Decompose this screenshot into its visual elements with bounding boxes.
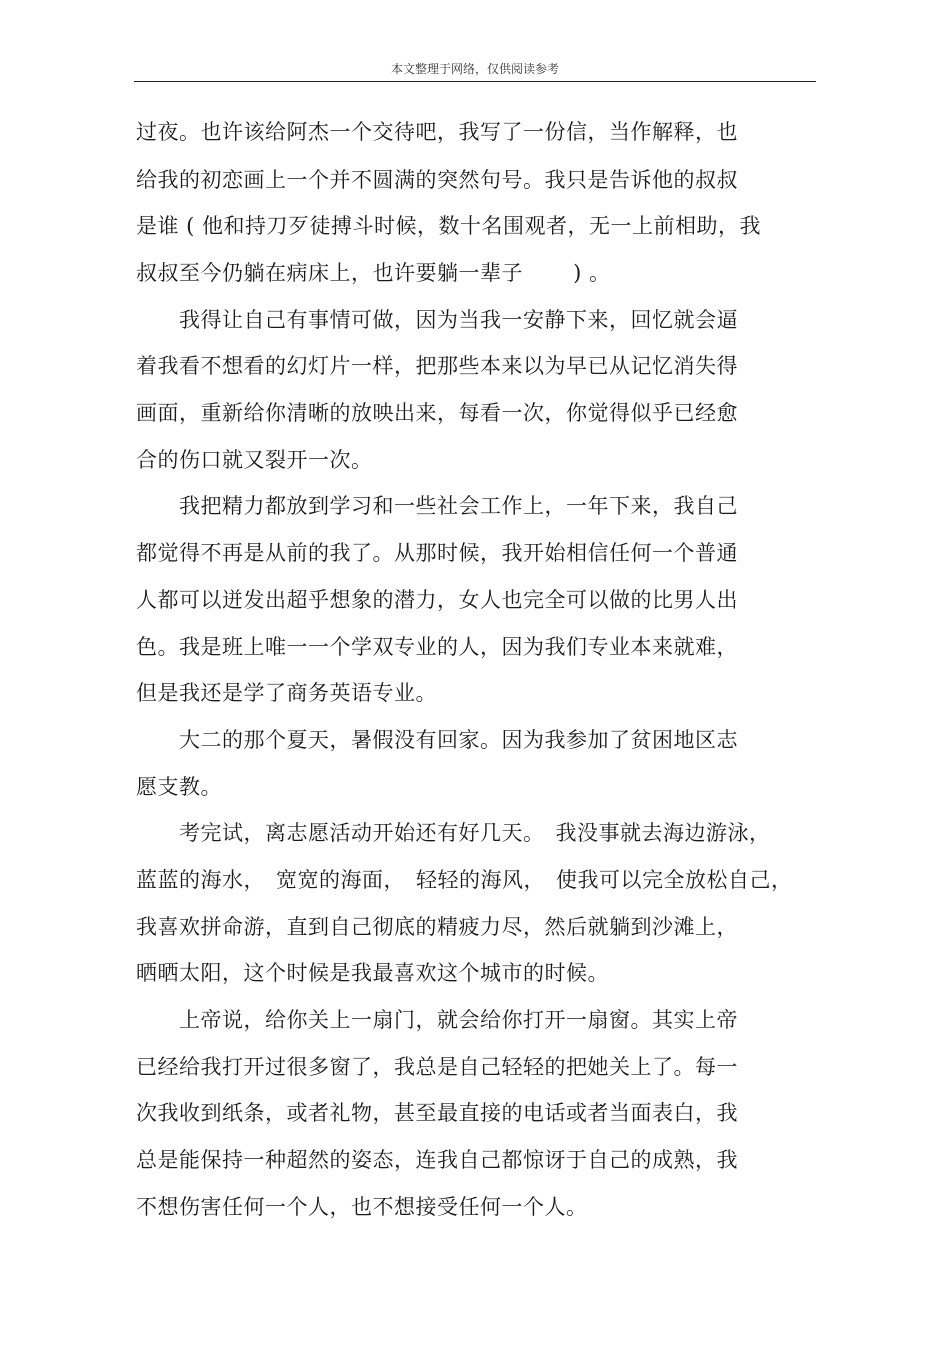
text-line: 人都可以迸发出超乎想象的潜力，女人也完全可以做的比男人出 <box>136 588 738 612</box>
text-line: 合的伤口就又裂开一次。 <box>136 448 373 472</box>
text-line: 但是我还是学了商务英语专业。 <box>136 681 437 705</box>
text-line: 晒晒太阳，这个时候是我最喜欢这个城市的时候。 <box>136 961 609 985</box>
text-line: 我把精力都放到学习和一些社会工作上，一年下来，我自己 <box>136 494 738 518</box>
text-line: 色。我是班上唯一一个学双专业的人，因为我们专业本来就难， <box>136 635 738 659</box>
text-line: 着我看不想看的幻灯片一样，把那些本来以为早已从记忆消失得 <box>136 354 738 378</box>
text-line: 画面，重新给你清晰的放映出来，每看一次，你觉得似乎已经愈 <box>136 401 738 425</box>
text-line: 已经给我打开过很多窗了，我总是自己轻轻的把她关上了。每一 <box>136 1055 738 1079</box>
text-line: 是谁 ( 他和持刀歹徒搏斗时候，数十名围观者，无一上前相助，我 <box>136 214 762 238</box>
text-line: 不想伤害任何一个人，也不想接受任何一个人。 <box>136 1195 588 1219</box>
header-note: 本文整理于网络，仅供阅读参考 <box>390 62 559 76</box>
text-line: 给我的初恋画上一个并不圆满的突然句号。我只是告诉他的叔叔 <box>136 168 738 192</box>
text-line: 考完试，离志愿活动开始还有好几天。 我没事就去海边游泳， <box>136 821 771 845</box>
text-line: 次我收到纸条，或者礼物，甚至最直接的电话或者当面表白，我 <box>136 1101 738 1125</box>
text-line: 蓝蓝的海水， 宽宽的海面， 轻轻的海风， 使我可以完全放松自己， <box>136 868 793 892</box>
text-line: 上帝说，给你关上一扇门，就会给你打开一扇窗。其实上帝 <box>136 1008 738 1032</box>
text-line: 过夜。也许该给阿杰一个交待吧，我写了一份信，当作解释，也 <box>136 120 738 144</box>
text-line: 我得让自己有事情可做，因为当我一安静下来，回忆就会逼 <box>136 308 738 332</box>
header-rule <box>134 81 816 82</box>
text-line: 大二的那个夏天，暑假没有回家。因为我参加了贫困地区志 <box>136 728 738 752</box>
text-line: 总是能保持一种超然的姿态，连我自己都惊讶于自己的成熟，我 <box>136 1148 738 1172</box>
text-line: 愿支教。 <box>136 775 222 799</box>
text-line: 我喜欢拼命游，直到自己彻底的精疲力尽，然后就躺到沙滩上， <box>136 915 738 939</box>
text-line: 叔叔至今仍躺在病床上，也许要躺一辈子 ) 。 <box>136 261 611 285</box>
text-line: 都觉得不再是从前的我了。从那时候，我开始相信任何一个普通 <box>136 541 738 565</box>
